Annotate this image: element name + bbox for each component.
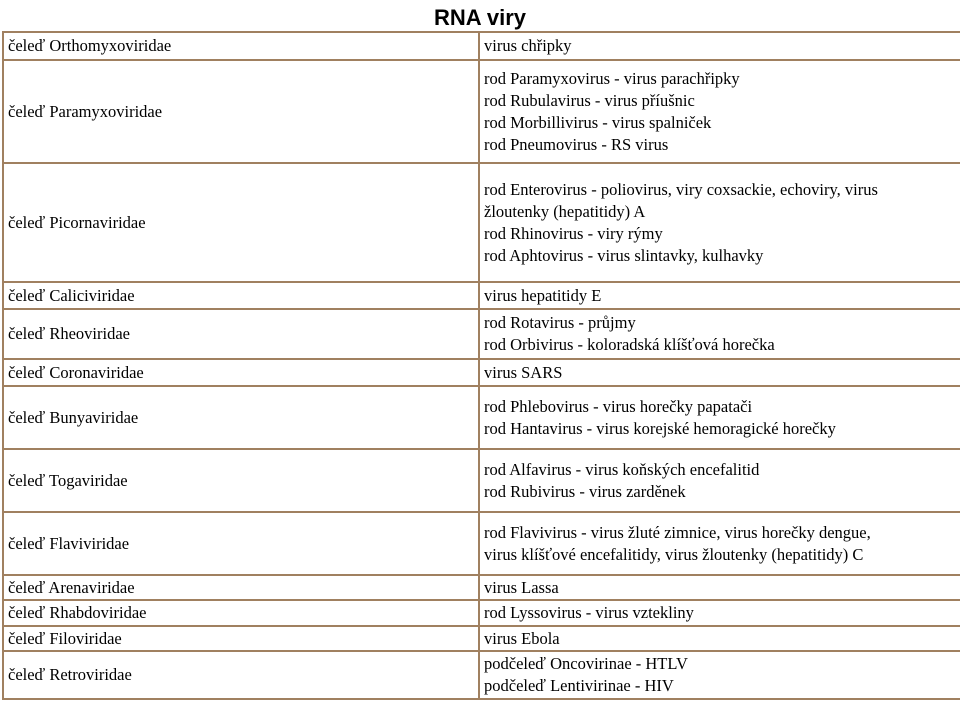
detail-line: rod Flavivirus - virus žluté zimnice, virus horečky dengue,: [484, 522, 871, 542]
family-cell: čeleď Togaviridae: [3, 449, 479, 512]
detail-line: rod Morbillivirus - virus spalniček: [484, 112, 712, 132]
details-cell: [479, 651, 960, 699]
table-row: [3, 626, 960, 651]
detail-line: žloutenky (hepatitidy) A: [484, 201, 646, 221]
details-cell: [479, 575, 960, 600]
table-row: [3, 309, 960, 359]
details-cell: [479, 60, 960, 163]
details-cell: [479, 359, 960, 386]
family-cell: čeleď Orthomyxoviridae: [3, 32, 479, 60]
detail-line: podčeleď Oncovirinae - HTLV: [484, 654, 688, 673]
detail-line: virus Ebola: [484, 628, 560, 648]
table-row: [3, 60, 960, 163]
detail-line: podčeleď Lentivirinae - HIV: [484, 676, 674, 695]
table-row: [3, 359, 960, 386]
detail-line: rod Rhinovirus - viry rýmy: [484, 223, 663, 243]
detail-line: rod Lyssovirus - virus vztekliny: [484, 603, 694, 622]
family-cell: čeleď Rheoviridae: [3, 309, 479, 359]
detail-line: rod Aphtovirus - virus slintavky, kulhavky: [484, 245, 764, 265]
table-row: [3, 600, 960, 626]
detail-line: rod Enterovirus - poliovirus, viry coxsackie, echoviry, virus: [484, 179, 878, 199]
detail-line: rod Orbivirus - koloradská klíšťová horečka: [484, 335, 775, 354]
page-title: RNA viry: [433, 5, 527, 30]
table-row: [3, 386, 960, 449]
details-cell: [479, 600, 960, 626]
detail-line: rod Pneumovirus - RS virus: [484, 134, 669, 154]
details-cell: [479, 626, 960, 651]
details-cell: [479, 32, 960, 60]
detail-line: virus chřipky: [484, 36, 572, 55]
family-cell: čeleď Flaviviridae: [3, 512, 479, 575]
details-cell: [479, 282, 960, 309]
table-row: [3, 575, 960, 600]
family-cell: čeleď Rhabdoviridae: [3, 600, 479, 626]
family-cell: čeleď Bunyaviridae: [3, 386, 479, 449]
family-cell: čeleď Caliciviridae: [3, 282, 479, 309]
detail-line: rod Phlebovirus - virus horečky papatači: [484, 396, 753, 416]
family-cell: čeleď Picornaviridae: [3, 163, 479, 282]
details-cell: [479, 386, 960, 449]
family-cell: čeleď Coronaviridae: [3, 359, 479, 386]
detail-line: rod Rotavirus - průjmy: [484, 313, 636, 332]
table-row: [3, 282, 960, 309]
details-cell: [479, 512, 960, 575]
detail-line: virus hepatitidy E: [484, 285, 602, 305]
table-row: [3, 512, 960, 575]
table-row: [3, 651, 960, 699]
detail-line: virus SARS: [484, 362, 563, 382]
detail-line: rod Rubivirus - virus zarděnek: [484, 481, 686, 501]
table-row: [3, 163, 960, 282]
details-cell: [479, 163, 960, 282]
detail-line: rod Rubulavirus - virus příušnic: [484, 90, 695, 110]
detail-line: rod Alfavirus - virus koňských encefalitid: [484, 459, 760, 479]
detail-line: virus Lassa: [484, 577, 559, 597]
details-cell: [479, 449, 960, 512]
details-cell: [479, 309, 960, 359]
family-cell: čeleď Paramyxoviridae: [3, 60, 479, 163]
table-row: [3, 449, 960, 512]
family-cell: čeleď Retroviridae: [3, 651, 479, 699]
rna-virus-table: [2, 31, 960, 700]
detail-line: virus klíšťové encefalitidy, virus žloutenky (hepatitidy) C: [484, 544, 864, 564]
family-cell: čeleď Filoviridae: [3, 626, 479, 651]
family-cell: čeleď Arenaviridae: [3, 575, 479, 600]
detail-line: rod Hantavirus - virus korejské hemoragické horečky: [484, 418, 836, 438]
detail-line: rod Paramyxovirus - virus parachřipky: [484, 68, 740, 88]
table-row: [3, 32, 960, 60]
